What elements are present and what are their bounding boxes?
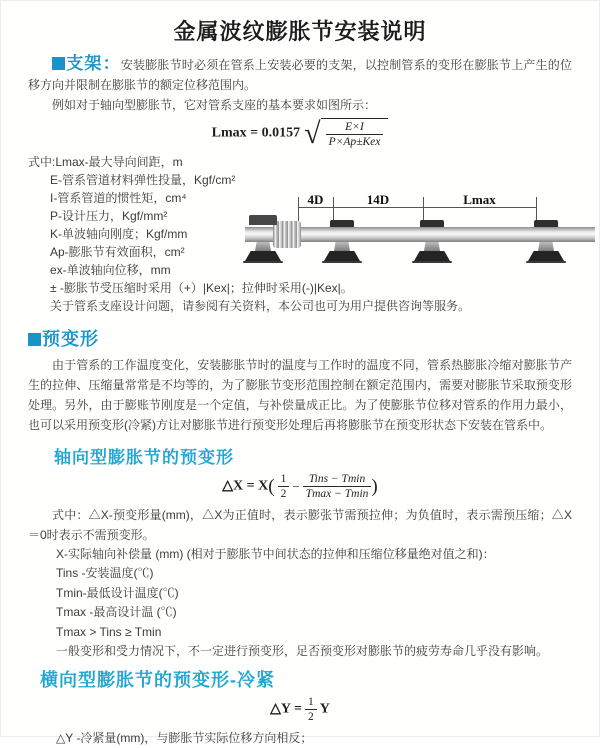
- support-foot: [243, 261, 283, 263]
- sqrt-icon: √: [304, 116, 321, 150]
- support-base: [324, 251, 360, 261]
- formula-rhs: Y: [319, 701, 330, 717]
- sqrt-body: [321, 118, 389, 150]
- support-cap: [420, 220, 444, 227]
- parameter-line: Tmax -最高设计温 (℃): [56, 605, 177, 619]
- definition-line: 式中:Lmax-最大导向间距，m: [28, 154, 183, 169]
- support-section-heading: 支架：: [66, 54, 121, 73]
- support-foot: [322, 261, 362, 263]
- support-cap: [330, 220, 354, 227]
- support-foot: [526, 261, 566, 263]
- axial-predeform-formula: [28, 472, 572, 502]
- dimension-label-14d: 14D: [366, 192, 390, 207]
- support-neck: [538, 242, 554, 251]
- parameter-line: 一般变形和受力情况下，不一定进行预变形，足否预变形对膨胀节的疲劳寿命几乎没有影响。: [56, 644, 549, 658]
- one-half-fraction: $\frac{1}{2}$: [305, 695, 317, 725]
- support-base: [414, 251, 450, 261]
- formula-denominator: P×Ap±Kex: [326, 134, 384, 149]
- formula-lhs: △Y =: [270, 701, 302, 717]
- section-square-icon: [52, 57, 65, 70]
- definition-line: K-单波轴向刚度；Kgf/mm: [50, 226, 188, 241]
- lateral-subsection-heading: 横向型膨胀节的预变形-冷紧: [40, 669, 275, 690]
- definition-line: 关于管系支座设计问题，请参阅有关资料，本公司也可为用户提供咨询等服务。: [50, 298, 471, 313]
- temperature-fraction: $\frac{\text{Tins − Tmin}}{Tmax - Tmin}$: [303, 472, 372, 502]
- parameter-line: X-实际轴向补偿量 (mm) (相对于膨胀节中间状态的拉伸和压缩位移量绝对值之和)：: [56, 546, 495, 561]
- support-foot: [412, 261, 452, 263]
- page-title: 金属波纹膨胀节安装说明: [173, 19, 427, 44]
- formula-lhs: △X = X: [222, 478, 269, 494]
- support-base: [245, 251, 281, 261]
- guide-support: [410, 218, 454, 266]
- support-intro-text: 安装膨胀节时必须在管系上安装必要的支架，以控制管系的变形在膨胀节上产生的位移方向并限制在膨胀节的额定位移范围内。: [28, 58, 573, 92]
- definition-line: ± -膨胀节受压缩时采用（+）|Kex|；拉伸时采用(-)|Kex|。: [50, 280, 353, 295]
- axial-formula-explanation: 式中：△X-预变形量(mm)，△X为正值时，表示膨张节需预拉伸；为负值时，表示需预压缩；△X＝0时表示不需预变形。: [28, 507, 572, 542]
- support-intro-paragraph: [28, 54, 572, 95]
- support-neck: [424, 242, 440, 251]
- pipe-support-diagram: [239, 191, 599, 293]
- lateral-coldtight-formula: [28, 695, 572, 725]
- section-square-icon: [28, 333, 41, 346]
- formula-lhs: Lmax = 0.0157: [211, 125, 301, 141]
- anchor-support: [241, 218, 285, 266]
- definition-line: I-管系管道的惯性矩，cm⁴: [50, 190, 187, 205]
- support-cap: [249, 215, 277, 225]
- support-base: [528, 251, 564, 261]
- predeform-section-heading: 预变形: [28, 325, 572, 351]
- definition-line: ex-单波轴向位移，mm: [50, 262, 171, 277]
- support-neck: [255, 242, 271, 251]
- dimension-label-lmax: Lmax: [463, 192, 496, 207]
- parameter-line: Tmin-最低设计温度(℃): [56, 585, 179, 600]
- one-half-fraction: $\frac{1}{2}$: [278, 472, 290, 502]
- parameter-line: Tins -安装温度(℃): [56, 566, 154, 580]
- parameter-line: Tmax > Tins ≥ Tmin: [56, 624, 162, 639]
- guide-spacing-formula: [28, 118, 572, 150]
- lateral-note-line: △Y -冷紧量(mm)，与膨胀节实际位移方向相反；: [56, 731, 313, 746]
- axial-parameter-list: [28, 545, 572, 662]
- dimension-label-4d: 4D: [307, 192, 324, 207]
- predeform-paragraph: 由于管系的工作温度变化，安装膨胀节时的温度与工作时的温度不同，管系热膨胀冷缩对膨胀节产生的拉伸、压缩量常常是不均等的，为了膨胀节变形范围控制在额定范围内，需要对膨胀节采取预变形处理。另外，由于膨账节刚度是一个定值，与补偿量成正比。为了使膨胀节位移对管系的作用力最小，也可以采用预变形(冷紧)方让对膨胀节进行预变形处理后再将膨胀节在预变形状态下安装在管系中。: [28, 357, 572, 432]
- formula-numerator: E×I: [345, 121, 364, 133]
- document-content: [1, 15, 599, 748]
- guide-support: [524, 218, 568, 266]
- support-cap: [534, 220, 558, 227]
- support-example-line: 例如对于轴向型膨胀节，它对管系支座的基本要求如图所示：: [52, 98, 377, 112]
- definition-line: P-设计压力，Kgf/mm²: [50, 208, 168, 223]
- close-paren: ): [371, 475, 378, 497]
- minus-operator: −: [292, 478, 300, 494]
- axial-subsection-heading: 轴向型膨胀节的预变形: [54, 447, 234, 467]
- open-paren: (: [268, 475, 275, 497]
- guide-support: [320, 218, 364, 266]
- definition-line: Ap-膨胀节有效面积，cm²: [50, 244, 185, 259]
- definition-line: E-管系管道材料弹性投量，Kgf/cm²: [50, 172, 236, 187]
- support-neck: [334, 242, 350, 251]
